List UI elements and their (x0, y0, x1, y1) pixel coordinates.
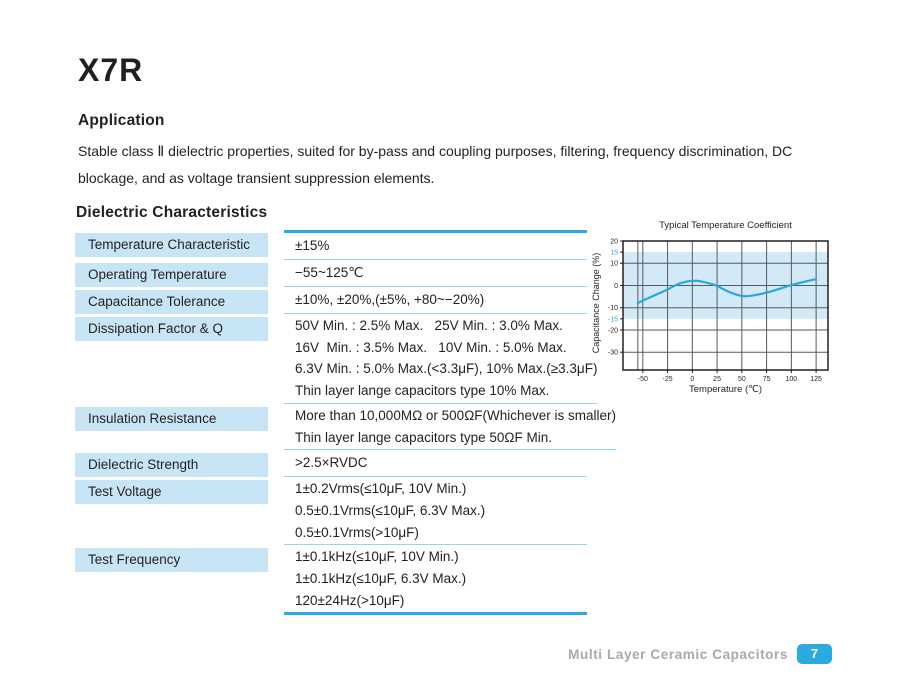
application-body-line: Stable class Ⅱ dielectric properties, suited for by-pass and coupling purposes, filtering, frequency discrimination, DC (78, 143, 793, 159)
svg-text:75: 75 (762, 376, 771, 383)
value-line: >2.5×RVDC (295, 455, 368, 471)
row-label: Insulation Resistance (75, 407, 268, 431)
svg-text:-50: -50 (637, 376, 648, 383)
table-row (75, 287, 587, 314)
svg-text:-10: -10 (607, 305, 618, 313)
svg-text:-15: -15 (607, 316, 618, 324)
svg-text:10: 10 (610, 260, 618, 268)
value-line: ±15% (295, 238, 330, 253)
chart-plot (588, 218, 888, 384)
row-label: Test Frequency (75, 548, 268, 572)
row-label: Temperature Characteristic (75, 233, 268, 257)
table-row (75, 450, 587, 477)
value-line: 1±0.2Vrms(≤10μF, 10V Min.) (295, 481, 467, 497)
row-value (284, 477, 587, 545)
svg-text:100: 100 (785, 376, 798, 383)
value-line: Thin layer lange capacitors type 50ΩF Min. (295, 429, 552, 445)
value-line: ±10%, ±20%,(±5%, +80~−20%) (295, 292, 485, 307)
row-value (284, 545, 587, 615)
row-value (284, 230, 587, 260)
row-value (284, 314, 597, 404)
svg-text:0: 0 (690, 376, 695, 383)
chart-y-axis-label: Capacitance Change (%) (591, 252, 601, 354)
chart-title: Typical Temperature Coefficient (659, 220, 792, 231)
table-row (75, 230, 587, 260)
value-line: More than 10,000MΩ or 500ΩF(Whichever is smaller) (295, 407, 617, 423)
svg-text:125: 125 (810, 376, 822, 383)
svg-text:-20: -20 (607, 327, 618, 335)
row-value (284, 450, 587, 477)
row-value (284, 260, 587, 287)
svg-text:25: 25 (713, 376, 721, 383)
row-label: Capacitance Tolerance (75, 290, 268, 314)
svg-text:-25: -25 (662, 376, 673, 383)
table-row (75, 477, 587, 545)
table-row (75, 545, 587, 615)
row-label: Dielectric Strength (75, 453, 268, 477)
value-line: −55~125℃ (295, 265, 364, 280)
value-line: 1±0.1kHz(≤10μF, 6.3V Max.) (295, 571, 467, 587)
application-heading: Application (78, 112, 165, 129)
table-row (75, 314, 598, 404)
value-line: 120±24Hz(>10μF) (295, 592, 405, 608)
svg-text:-30: -30 (607, 349, 618, 357)
value-line: 0.5±0.1Vrms(≤10μF, 6.3V Max.) (295, 502, 486, 518)
row-label: Test Voltage (75, 480, 268, 504)
svg-text:50: 50 (737, 376, 746, 383)
page-title: X7R (78, 52, 144, 88)
table-row (75, 260, 587, 287)
svg-text:0: 0 (614, 282, 618, 290)
page-number-badge: 7 (797, 644, 832, 664)
value-line: 16V Min. : 3.5% Max. 10V Min. : 5.0% Max. (295, 339, 567, 355)
application-body (78, 138, 868, 192)
value-line: 0.5±0.1Vrms(>10μF) (295, 524, 419, 540)
value-line: 50V Min. : 2.5% Max. 25V Min. : 3.0% Max. (295, 318, 563, 333)
footer-series-title: Multi Layer Ceramic Capacitors (568, 646, 788, 662)
application-body-line: blockage, and as voltage transient suppression elements. (78, 170, 435, 186)
row-value (284, 287, 587, 314)
row-label: Operating Temperature (75, 263, 268, 287)
page-footer (0, 644, 832, 664)
row-value (284, 404, 616, 450)
temperature-coefficient-chart (588, 218, 888, 404)
svg-text:20: 20 (610, 238, 618, 246)
value-line: 1±0.1kHz(≤10μF, 10V Min.) (295, 549, 459, 565)
value-line: Thin layer lange capacitors type 10% Max. (295, 383, 550, 399)
dielectric-heading: Dielectric Characteristics (76, 204, 268, 221)
table-row (75, 404, 617, 450)
value-line: 6.3V Min. : 5.0% Max.(<3.3μF), 10% Max.(≥3.3μF) (295, 361, 598, 377)
row-label: Dissipation Factor & Q (75, 317, 268, 341)
svg-text:15: 15 (610, 249, 618, 257)
chart-x-axis-label: Temperature (℃) (689, 384, 762, 395)
